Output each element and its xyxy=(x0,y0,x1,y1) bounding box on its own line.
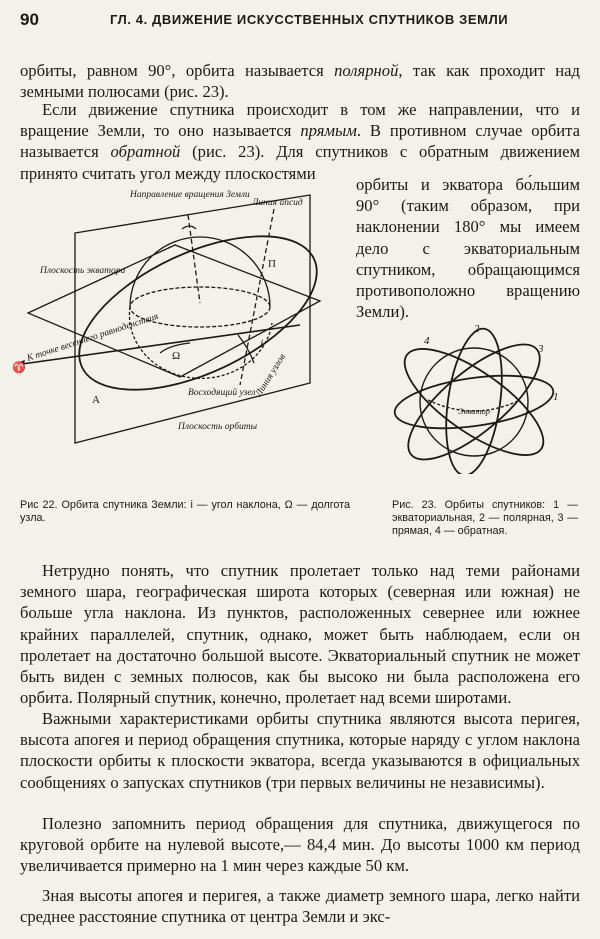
longitude-label: Ω xyxy=(172,350,181,362)
perigee-label: П xyxy=(268,258,276,270)
paragraph-2: Если движение спутника происходит в том же направлении, что и вращение Земли, то оно называется прямым. В противном случае орбита называется обратной (рис. 23). Для спутников с обратным движением принято считать угол между плоскостями xyxy=(20,100,581,183)
page-header xyxy=(20,10,580,32)
orbit-3-prograde xyxy=(390,330,559,473)
figure-23-orbits-diagram xyxy=(388,322,560,474)
apogee-label: А xyxy=(92,394,100,406)
earth-axis xyxy=(188,215,200,303)
ascending-node-label: Восходящий узел xyxy=(188,388,256,398)
apsides-label: Линия апсид xyxy=(252,198,303,208)
paragraph-3: Нетрудно понять, что спутник пролетает только над теми районами земного шара, географическая широта которых (северная или южная) не больше угла наклона. Из пунктов, расположенных севернее или южнее крайних параллелей, спутник, однако, может быть наблюдаем, если он пролетает на достаточно большой высоте. Экваториальный спутник не может быть виден с земных полюсов, как бы высоко ни была расположена его орбита. Полярный спутник, конечно, пролетает над всеми широтами. xyxy=(20,561,580,708)
equator-plane-label: Плоскость экватора xyxy=(40,266,126,276)
figure-23-caption: Рис. 23. Орбиты спутников: 1 — экваториальная, 2 — полярная, 3 — прямая, 4 — обратная. xyxy=(392,498,578,538)
orbit-1-label: 1 xyxy=(553,391,559,403)
running-head: ГЛ. 4. ДВИЖЕНИЕ ИСКУССТВЕННЫХ СПУТНИКОВ ЗЕМЛИ xyxy=(110,12,509,27)
figure-22-caption: Рис 22. Орбита спутника Земли: i — угол наклона, Ω — долгота узла. xyxy=(20,498,350,524)
orbit-3-label: 3 xyxy=(538,343,544,355)
rotation-arrow xyxy=(182,226,196,229)
inclination-label: i xyxy=(260,336,264,350)
paragraph-2-wrap: орбиты и экватора бо́льшим 90° (таким образом, при наклонении 180° мы имеем дело с экваториальным спутником, обращающимся противоположно вращению Земли). xyxy=(356,175,580,322)
paragraph-6: Зная высоты апогея и перигея, а также диаметр земного шара, легко найти среднее расстояние спутника от центра Земли и экс- xyxy=(20,886,580,927)
equator-label: Экватор xyxy=(458,406,491,416)
orbit-4-label: 4 xyxy=(424,335,430,347)
vernal-symbol: ♈ xyxy=(12,362,26,374)
nodes-line-label: Линия узлов xyxy=(254,352,289,399)
paragraph-1: орбиты, равном 90°, орбита называется полярной, так как проходит над земными полюсами (рис. 23). xyxy=(20,61,580,102)
orbit-plane-label: Плоскость орбиты xyxy=(178,422,258,432)
orbit-2-label: 2 xyxy=(474,323,480,335)
rotation-label: Направление вращения Земли xyxy=(130,190,250,200)
paragraph-5: Полезно запомнить период обращения для спутника, движущегося по круговой орбите на нулевой высоте,— 84,4 мин. До высоты 1000 км период увеличивается примерно на 1 мин через каждые 50 км. xyxy=(20,814,580,876)
page-number: 90 xyxy=(20,10,39,29)
orbit-plane-shape xyxy=(75,195,310,443)
figure-22-orbit-diagram xyxy=(10,185,340,447)
orbit-1-equatorial xyxy=(391,367,556,437)
vernal-label: К точке весеннего равноденствия xyxy=(25,311,160,364)
paragraph-4: Важными характеристиками орбиты спутника являются высота перигея, высота апогея и период обращения спутника, которые наряду с углом наклона плоскости орбиты к плоскости экватора, всегда указываются в официальных сообщениях о запусках спутников (три первых величины не независимы). xyxy=(20,709,580,792)
